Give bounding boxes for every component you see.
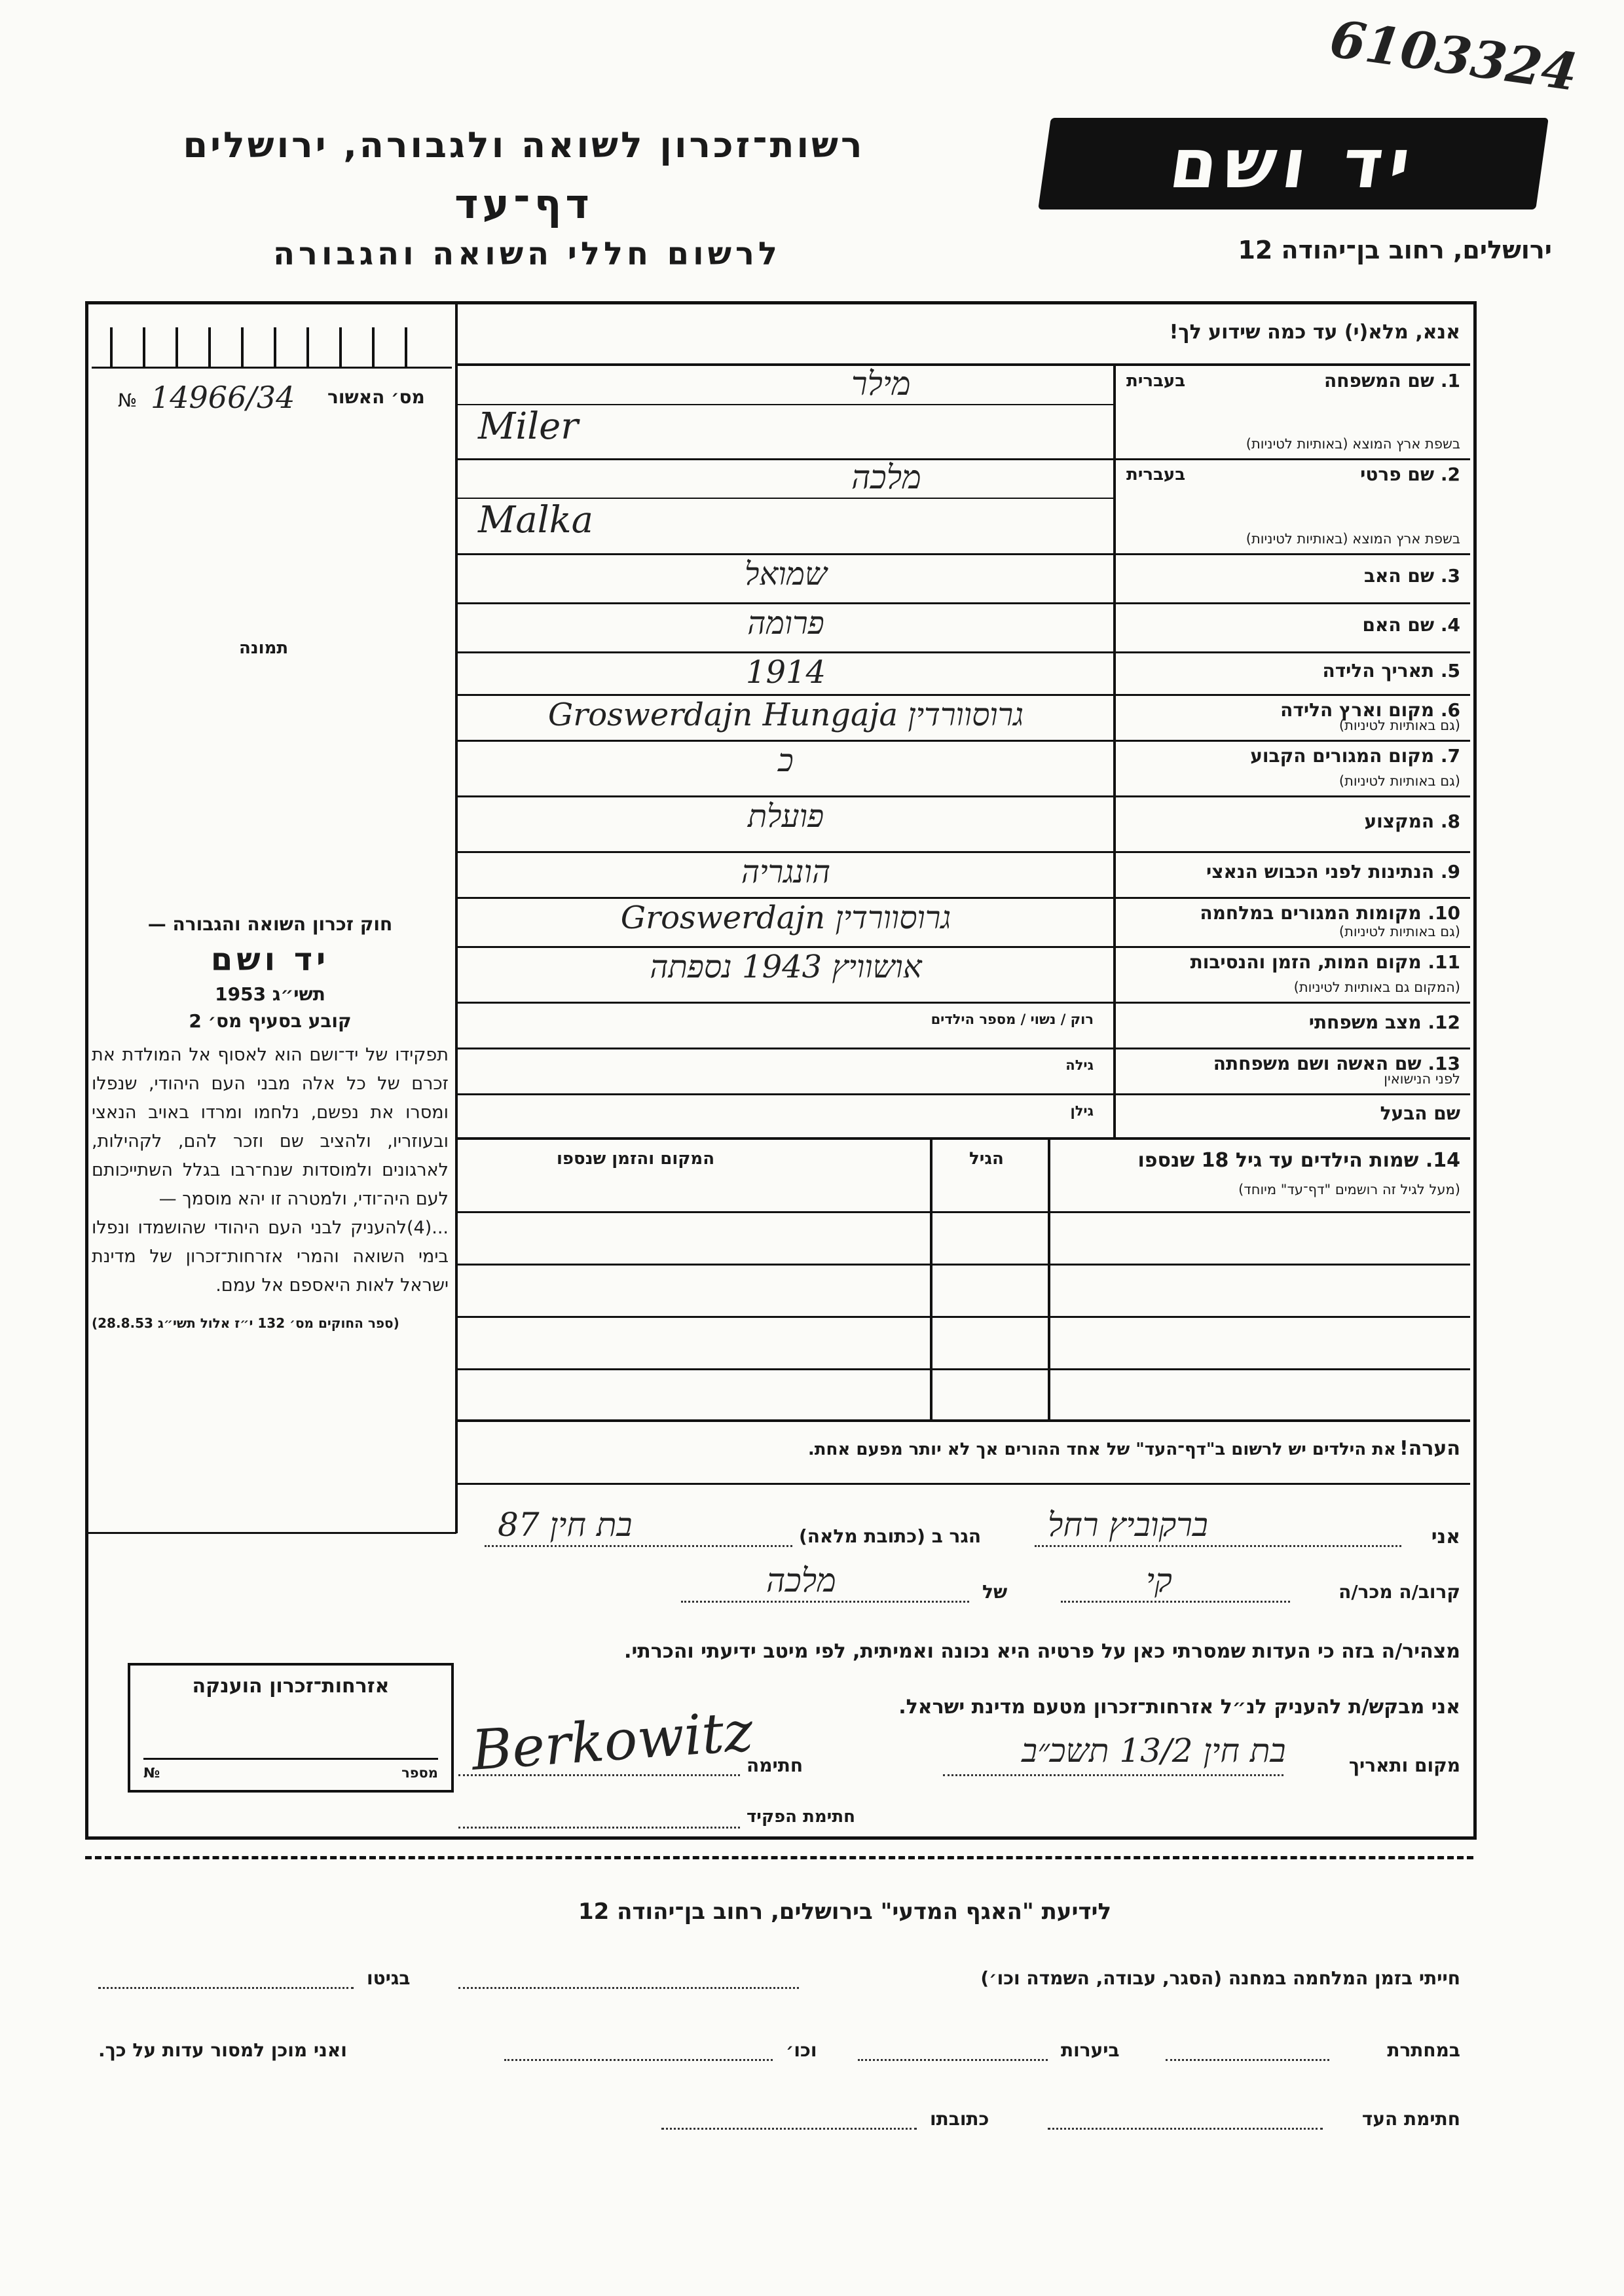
field-row-line — [456, 1093, 1470, 1095]
approval-no-value: 14966/34 — [151, 380, 295, 415]
logo-text: יד ושם — [1164, 124, 1422, 204]
field-value-latin: Malka — [478, 499, 593, 541]
col-hebrew-label: בעברית — [1126, 465, 1186, 484]
footer-line3-dots-1 — [1048, 2128, 1323, 2130]
field-number: 10. — [1428, 902, 1460, 924]
field-label-text: שם המשפחה — [1324, 370, 1435, 392]
field-row-line — [456, 651, 1470, 653]
address-line: ירושלים, רחוב בן־יהודה 12 — [1238, 236, 1552, 264]
field-number: 3. — [1440, 564, 1460, 587]
field-value: גרוסוורדין Groswerdajn Hungaja — [547, 697, 1024, 733]
footer-line1-b: בגיטו — [367, 1967, 411, 1989]
footer-line2-a: במחתרת — [1387, 2039, 1460, 2061]
decl-resident-label: הגר ב (כתובת מלאה) — [799, 1525, 982, 1547]
field-label — [1309, 1011, 1460, 1033]
cut-line — [85, 1856, 1473, 1859]
field-row-line — [456, 1002, 1470, 1004]
field-label-text: שם פרטי — [1360, 464, 1435, 485]
decl-signature-value: Berkowitz — [470, 1699, 755, 1783]
footer-line3-dots-2 — [661, 2128, 917, 2130]
children-col-place: המקום והזמן שנספו — [557, 1149, 715, 1169]
decl-official-dots — [458, 1827, 740, 1829]
decl-place-date-label: מקום ותאריך — [1348, 1755, 1460, 1776]
children-label — [1137, 1149, 1460, 1172]
footer-title: לידיעת "האגף המדעי" בירושלים, רחוב בן־יהודה 12 — [578, 1899, 1112, 1925]
instruction-divider — [456, 363, 1470, 366]
children-row-line-3 — [456, 1368, 1470, 1370]
field-sublabel: (גם באותיות לטיניות) — [1338, 773, 1460, 789]
field-value: אושוויץ 1943 נספתה — [650, 949, 922, 985]
field-label — [1380, 1102, 1460, 1124]
form-subtitle: לרשום חללי השואה והגבורה — [273, 236, 781, 272]
handwritten-catalog-number: 6103324 — [1326, 9, 1581, 103]
law-reference: (ספר החוקים מס׳ 132 י״ז אלול תשי״ג 28.8.53) — [92, 1315, 399, 1331]
field-sublabel: (גם באותיות לטיניות) — [1338, 924, 1460, 939]
footer-line3-a: חתימת העד — [1361, 2108, 1460, 2130]
decl-official-label: חתימת הפקיד — [747, 1807, 855, 1827]
children-row-line-2 — [456, 1316, 1470, 1318]
approval-no-prefix: № — [118, 390, 138, 411]
field-label — [1200, 902, 1460, 924]
citizenship-number-label: מספר — [401, 1765, 438, 1781]
decl-relation-dots — [1061, 1601, 1290, 1603]
field-number: 2. — [1440, 464, 1460, 485]
field-number: 4. — [1440, 613, 1460, 636]
field-value: 1914 — [745, 654, 826, 691]
field-row-line — [456, 553, 1470, 555]
field-sublabel: (גם באותיות לטיניות) — [1338, 718, 1460, 733]
decl-resident-value: בת חין 87 — [498, 1506, 633, 1544]
decl-i-dots — [1035, 1545, 1401, 1547]
children-title: שמות הילדים עד גיל 18 שנספו — [1137, 1149, 1419, 1172]
field-value: הונגריה — [741, 854, 831, 890]
law-body: תפקידו של יד־ושם הוא לאסוף אל המולדת את זכרם של כל אלה מבני העם היהודי, שנפלו ומסרו את נפשם, נלחמו ומרדו באויב הנאצי ובעוזריו, ולהציב שם וזכר להם, לקהילות, לארגונים ולמוסדות שנח־רבו בגלל השתייכותם לעם היה־ודי, ולמטרה זו יהא מוסמך — — [92, 1045, 449, 1209]
citizenship-box — [128, 1663, 454, 1793]
law-bottom-line — [86, 1532, 456, 1534]
children-sub: (מעל לגיל זה רושמים "דף־עד" מיוחד) — [1238, 1182, 1460, 1197]
field-value: גרוסוורדין Groswerdajn — [620, 900, 951, 936]
field-label — [1322, 660, 1460, 682]
children-col-divider-1 — [1048, 1139, 1050, 1420]
field-label — [1206, 861, 1460, 883]
field-label — [1324, 370, 1460, 392]
decl-signature-label: חתימה — [747, 1755, 803, 1776]
decl-relation-label: קרוב/ה מכר/ה — [1338, 1581, 1460, 1603]
field-number: 12. — [1428, 1011, 1460, 1033]
authority-line: רשות־זכרון לשואה ולגבורה, ירושלים — [183, 124, 865, 166]
citizenship-number-prefix: № — [143, 1765, 160, 1781]
field-sublabel: בשפת ארץ המוצא (באותיות לטיניות) — [1246, 436, 1460, 452]
field-label-text: המקצוע — [1364, 810, 1435, 832]
footer-line1-dots-2 — [98, 1987, 354, 1989]
decl-resident-dots — [485, 1545, 792, 1547]
approval-tick-box — [92, 321, 452, 369]
footer-line1-dots-1 — [458, 1987, 799, 1989]
form-title: דף־עד — [454, 180, 593, 228]
field-label-text: מקומות המגורים במלחמה — [1200, 902, 1422, 924]
note-line — [478, 1437, 1460, 1460]
instruction-text: אנא, מלא(י) עד כמה שידוע לך! — [1169, 321, 1460, 344]
decl-i-label: אני — [1431, 1525, 1460, 1548]
footer-line3-b: כתובתו — [930, 2108, 989, 2130]
field-label — [1363, 614, 1460, 636]
children-row-line-1 — [456, 1264, 1470, 1266]
field-number: 13. — [1428, 1053, 1460, 1074]
field-label-text: שם האב — [1363, 564, 1435, 587]
decl-request: אני מבקש/ת להעניק לנ״ל אזרחות־זכרון מטעם מדינת ישראל. — [898, 1696, 1460, 1719]
field-number: 9. — [1440, 861, 1460, 883]
note-label: הערה! — [1399, 1437, 1460, 1460]
decl-of-label: של — [982, 1581, 1008, 1603]
yad-vashem-logo — [1038, 118, 1549, 210]
field-row-line — [456, 851, 1470, 853]
field-label-text: מקום המגורים הקבוע — [1250, 745, 1435, 767]
footer-line2-d: ואני מוכן למסור עדות על כך. — [98, 2039, 347, 2061]
decl-declare: מצהיר/ה בזה כי העדות שמסרתי כאן על פרטיה היא נכונה ואמיתית, לפי מיטב ידיעתי והכרתי. — [624, 1640, 1460, 1663]
law-title-2: יד ושם — [210, 941, 330, 978]
field-sublabel: לפני הנישואין — [1384, 1071, 1460, 1087]
field-label — [1364, 811, 1460, 832]
footer-line2-dots-1 — [1166, 2059, 1329, 2061]
footer-line2-b: ביערות — [1061, 2039, 1120, 2061]
field-sublabel: בשפת ארץ המוצא (באותיות לטיניות) — [1246, 531, 1460, 547]
field-label-text: הנתינות לפני הכבוש הנאצי — [1206, 861, 1435, 883]
field-number: 1. — [1440, 370, 1460, 392]
children-col-divider-2 — [930, 1139, 932, 1420]
field-label — [1190, 951, 1460, 973]
field-number: 11. — [1428, 951, 1460, 973]
citizenship-title: אזרחות־זכרון הוענקה — [192, 1675, 390, 1698]
field-label — [1364, 565, 1460, 587]
field-label — [1250, 745, 1460, 767]
law-title-3: תשי״ג 1953 — [215, 983, 325, 1005]
decl-of-value: מלכה — [766, 1561, 836, 1599]
approval-no-label: מס׳ האשור — [327, 386, 425, 408]
field-label-text: שם הבעל — [1380, 1102, 1460, 1124]
law-title-4: קובע בסעיף מס׳ 2 — [189, 1010, 352, 1032]
children-col-age: הגיל — [969, 1149, 1004, 1169]
field-row-line — [456, 458, 1470, 460]
field-label-text: תאריך הלידה — [1322, 659, 1435, 682]
field-label — [1360, 464, 1460, 485]
children-top-line — [456, 1137, 1470, 1140]
left-column-divider — [455, 302, 458, 1533]
field-value: רוק / נשוי / מספר הילדים — [931, 1011, 1094, 1027]
decl-of-dots — [681, 1601, 969, 1603]
field-number: 5. — [1440, 659, 1460, 682]
note-bottom-line — [456, 1483, 1470, 1485]
decl-relation-value: קי — [1146, 1561, 1172, 1599]
field-value: פועלת — [747, 798, 824, 835]
law-title-1: חוק זכרון השואה והגבורה — — [147, 913, 393, 935]
footer-line2-c: וכו׳ — [786, 2039, 817, 2061]
decl-place-date-value: בת חין 13/2 תשכ״ב — [1022, 1732, 1286, 1770]
field-value: שמואל — [745, 556, 827, 592]
col-hebrew-label: בעברית — [1126, 371, 1186, 391]
field-row-line — [456, 897, 1470, 899]
law-block — [92, 913, 449, 1333]
field-value-latin: Miler — [478, 405, 579, 448]
citizenship-number-row — [143, 1758, 438, 1781]
field-label-text: שם האשה ושם משפחתה — [1213, 1053, 1422, 1074]
label-column-divider — [1113, 365, 1116, 1137]
field-label-text: מצב משפחתי — [1308, 1011, 1422, 1033]
decl-place-date-dots — [943, 1774, 1283, 1776]
field-row-line — [456, 795, 1470, 797]
field-number: 7. — [1440, 745, 1460, 767]
field-value: כ — [778, 742, 794, 779]
field-mid-line — [456, 498, 1115, 499]
field-number: 8. — [1440, 810, 1460, 832]
field-mid-line — [456, 404, 1115, 405]
law-body-2: ...(4)להעניק לבני העם היהודי שהושמדו ונפלו בימי השואה והמרי אזרחות־זכרון של מדינת ישראל לאות היאספם אל עמם. — [92, 1218, 449, 1296]
photo-label: תמונה — [239, 638, 289, 658]
children-bottom-line — [456, 1419, 1470, 1422]
decl-signature-dots — [458, 1774, 740, 1776]
footer-line2-dots-2 — [858, 2059, 1048, 2061]
field-label-text: מקום וארץ הלידה — [1280, 699, 1435, 721]
field-sublabel: (המקום גם באותיות לטיניות) — [1293, 979, 1460, 995]
field-label-text: שם האם — [1362, 613, 1435, 636]
field-value: פרומה — [747, 605, 824, 642]
field-value-hebrew: מילר — [851, 365, 911, 403]
field-row-line — [456, 602, 1470, 604]
field-row-line — [456, 1048, 1470, 1049]
note-text: את הילדים יש לרשום ב"דף־העד" של אחד ההורים אך לא יותר מפעם אחת. — [807, 1440, 1396, 1459]
field-value: גילה — [1065, 1057, 1094, 1073]
footer-line1-a: חייתי בזמן המלחמה במחנה (הסגר, עבודה, השמדה וכו׳) — [980, 1967, 1460, 1989]
footer-line2-dots-3 — [504, 2059, 773, 2061]
field-number: 6. — [1440, 699, 1460, 721]
field-value-hebrew: מלכה — [851, 458, 921, 496]
field-row-line — [456, 694, 1470, 696]
field-row-line — [456, 740, 1470, 742]
field-value: גילן — [1070, 1103, 1094, 1119]
children-header-line — [456, 1211, 1470, 1213]
decl-i-value: ברקוביץ רחל — [1048, 1506, 1208, 1544]
children-num: 14. — [1425, 1149, 1460, 1172]
field-label-text: מקום המות, הזמן והנסיבות — [1190, 951, 1422, 973]
field-row-line — [456, 946, 1470, 948]
